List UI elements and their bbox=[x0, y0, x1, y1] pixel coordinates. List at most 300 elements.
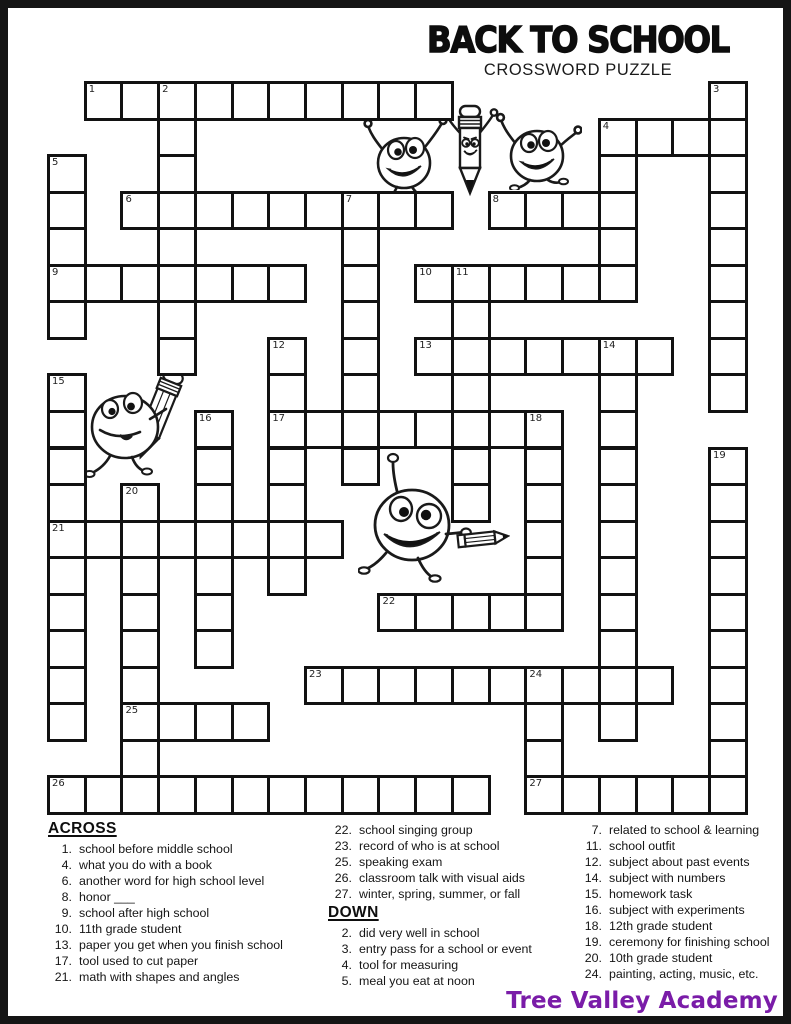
clue-item-text: ceremony for finishing school bbox=[609, 935, 770, 949]
grid-cell[interactable] bbox=[598, 191, 638, 231]
clue-number: 13 bbox=[419, 339, 432, 351]
grid-cell[interactable] bbox=[524, 264, 564, 304]
clues-column-1 bbox=[46, 820, 326, 985]
grid-cell[interactable] bbox=[304, 520, 344, 560]
clue-item bbox=[326, 870, 576, 886]
grid-cell[interactable] bbox=[231, 520, 271, 560]
grid-cell[interactable] bbox=[451, 264, 491, 304]
clue-item bbox=[576, 918, 788, 934]
clue-number: 26 bbox=[52, 778, 65, 790]
grid-cell[interactable] bbox=[267, 373, 307, 413]
clue-number: 3 bbox=[712, 84, 720, 95]
clue-number: 7 bbox=[345, 193, 353, 205]
grid-cell[interactable] bbox=[194, 410, 234, 450]
grid-cell[interactable] bbox=[598, 154, 638, 194]
clue-item-number: 7. bbox=[591, 823, 602, 837]
grid-cell[interactable] bbox=[47, 227, 87, 267]
grid-cell[interactable] bbox=[47, 373, 87, 413]
grid-cell[interactable] bbox=[267, 447, 307, 487]
grid-cell[interactable] bbox=[377, 775, 417, 815]
grid-cell[interactable] bbox=[341, 337, 381, 377]
grid-cell[interactable] bbox=[194, 447, 234, 487]
grid-cell[interactable] bbox=[304, 775, 344, 815]
clue-item-number: 27. bbox=[334, 887, 352, 901]
grid-cell[interactable] bbox=[47, 702, 87, 742]
grid-cell[interactable] bbox=[635, 337, 675, 377]
grid-cell[interactable] bbox=[84, 264, 124, 304]
grid-cell[interactable] bbox=[47, 154, 87, 194]
grid-cell[interactable] bbox=[231, 264, 271, 304]
clue-item-number: 26. bbox=[334, 871, 352, 885]
clue-item-text: tool used to cut paper bbox=[79, 954, 199, 968]
grid-cell[interactable] bbox=[157, 300, 197, 340]
grid-cell[interactable] bbox=[157, 227, 197, 267]
clue-number: 12 bbox=[272, 339, 286, 351]
grid-cell[interactable] bbox=[524, 410, 564, 450]
grid-cell[interactable] bbox=[194, 556, 234, 596]
grid-cell[interactable] bbox=[120, 593, 160, 633]
grid-cell[interactable] bbox=[708, 593, 748, 633]
clue-item-number: 22. bbox=[334, 823, 352, 837]
clue-item-text: subject about past events bbox=[609, 855, 750, 869]
grid-cell[interactable] bbox=[377, 410, 417, 450]
grid-cell[interactable] bbox=[267, 81, 307, 121]
grid-cell[interactable] bbox=[47, 520, 87, 560]
clue-item-text: subject with experiments bbox=[609, 903, 745, 917]
clue-item-number: 10. bbox=[54, 922, 72, 936]
grid-cell[interactable] bbox=[598, 118, 638, 158]
grid-cell[interactable] bbox=[341, 264, 381, 304]
grid-cell[interactable] bbox=[451, 447, 491, 487]
grid-cell[interactable] bbox=[120, 191, 160, 231]
clue-item-text: 12th grade student bbox=[609, 919, 713, 933]
grid-cell[interactable] bbox=[47, 629, 87, 669]
clue-item bbox=[46, 953, 326, 969]
clue-item-text: related to school & learning bbox=[609, 823, 760, 837]
clue-item bbox=[46, 969, 326, 985]
header bbox=[318, 22, 791, 80]
clue-number: 9 bbox=[52, 266, 59, 278]
grid-cell[interactable] bbox=[47, 556, 87, 596]
grid-cell[interactable] bbox=[120, 483, 160, 523]
clue-item-number: 17. bbox=[54, 954, 72, 968]
grid-cell[interactable] bbox=[598, 593, 638, 633]
clue-number: 19 bbox=[712, 449, 726, 461]
clues-column-2 bbox=[326, 822, 576, 989]
clue-number: 1 bbox=[88, 84, 96, 95]
grid-cell[interactable] bbox=[524, 702, 564, 742]
jumping-student-left-icon bbox=[363, 110, 449, 194]
clue-number: 25 bbox=[125, 705, 139, 717]
grid-cell[interactable] bbox=[451, 775, 491, 815]
clue-item-number: 12. bbox=[584, 855, 602, 869]
clue-item-number: 23. bbox=[334, 839, 352, 853]
grid-cell[interactable] bbox=[120, 666, 160, 706]
clue-item-text: winter, spring, summer, or fall bbox=[359, 887, 521, 901]
grid-cell[interactable] bbox=[304, 191, 344, 231]
clue-item-number: 6. bbox=[61, 874, 72, 888]
clue-item bbox=[576, 854, 788, 870]
clue-item-number: 20. bbox=[584, 951, 602, 965]
grid-cell[interactable] bbox=[598, 410, 638, 450]
grid-cell[interactable] bbox=[377, 593, 417, 633]
down-clue-list-continued bbox=[576, 822, 788, 982]
grid-cell[interactable] bbox=[708, 118, 748, 158]
grid-cell[interactable] bbox=[84, 81, 124, 121]
grid-cell[interactable] bbox=[194, 191, 234, 231]
grid-cell[interactable] bbox=[708, 337, 748, 377]
clue-item bbox=[46, 873, 326, 889]
grid-cell[interactable] bbox=[598, 373, 638, 413]
clue-number: 27 bbox=[529, 778, 543, 790]
grid-cell[interactable] bbox=[267, 410, 307, 450]
page-subtitle: CROSSWORD PUZZLE bbox=[483, 61, 673, 79]
grid-cell[interactable] bbox=[194, 520, 234, 560]
clue-item-text: paper you get when you finish school bbox=[79, 938, 283, 952]
clues-column-3 bbox=[576, 822, 788, 982]
clue-item-text: speaking exam bbox=[359, 855, 443, 869]
clue-number: 2 bbox=[162, 84, 169, 95]
grid-cell[interactable] bbox=[377, 191, 417, 231]
clue-item-number: 2. bbox=[341, 926, 352, 940]
grid-cell[interactable] bbox=[304, 81, 344, 121]
grid-cell[interactable] bbox=[671, 775, 711, 815]
clue-number: 10 bbox=[419, 266, 432, 278]
grid-cell[interactable] bbox=[708, 739, 748, 779]
clue-item-text: homework task bbox=[609, 887, 693, 901]
grid-cell[interactable] bbox=[524, 666, 564, 706]
grid-cell[interactable] bbox=[157, 702, 197, 742]
clue-item bbox=[326, 941, 576, 957]
grid-cell[interactable] bbox=[341, 373, 381, 413]
clue-item bbox=[576, 902, 788, 918]
across-header: ACROSS bbox=[48, 820, 117, 837]
clue-number: 15 bbox=[52, 376, 65, 388]
clue-item-number: 19. bbox=[584, 935, 602, 949]
grid-cell[interactable] bbox=[708, 191, 748, 231]
grid-cell[interactable] bbox=[157, 81, 197, 121]
clue-item bbox=[46, 857, 326, 873]
grid-cell[interactable] bbox=[598, 447, 638, 487]
clue-item bbox=[576, 822, 788, 838]
grid-cell[interactable] bbox=[708, 775, 748, 815]
grid-cell[interactable] bbox=[524, 775, 564, 815]
clue-item-text: did very well in school bbox=[359, 926, 480, 940]
grid-cell[interactable] bbox=[304, 410, 344, 450]
grid-cell[interactable] bbox=[231, 702, 271, 742]
grid-cell[interactable] bbox=[708, 666, 748, 706]
grid-cell[interactable] bbox=[47, 191, 87, 231]
grid-cell[interactable] bbox=[341, 227, 381, 267]
clue-item bbox=[326, 854, 576, 870]
clue-item bbox=[576, 966, 788, 982]
grid-cell[interactable] bbox=[561, 666, 601, 706]
grid-cell[interactable] bbox=[561, 337, 601, 377]
grid-cell[interactable] bbox=[708, 483, 748, 523]
grid-cell[interactable] bbox=[635, 775, 675, 815]
grid-cell[interactable] bbox=[341, 775, 381, 815]
grid-cell[interactable] bbox=[524, 739, 564, 779]
grid-cell[interactable] bbox=[47, 300, 87, 340]
grid-cell[interactable] bbox=[157, 520, 197, 560]
grid-cell[interactable] bbox=[708, 447, 748, 487]
grid-cell[interactable] bbox=[341, 81, 381, 121]
clue-number: 6 bbox=[125, 193, 132, 205]
clue-item-number: 9. bbox=[61, 906, 72, 920]
clue-item bbox=[576, 934, 788, 950]
clue-item bbox=[576, 838, 788, 854]
clue-item-text: what you do with a book bbox=[79, 858, 212, 872]
grid-cell[interactable] bbox=[120, 775, 160, 815]
grid-cell[interactable] bbox=[47, 447, 87, 487]
clue-item bbox=[576, 870, 788, 886]
grid-cell[interactable] bbox=[451, 410, 491, 450]
grid-cell[interactable] bbox=[341, 666, 381, 706]
clue-item-text: subject with numbers bbox=[609, 871, 726, 885]
clue-item bbox=[326, 822, 576, 838]
grid-cell[interactable] bbox=[524, 520, 564, 560]
grid-cell[interactable] bbox=[414, 264, 454, 304]
clue-item-text: 10th grade student bbox=[609, 951, 713, 965]
grid-cell[interactable] bbox=[598, 264, 638, 304]
grid-cell[interactable] bbox=[377, 666, 417, 706]
grid-cell[interactable] bbox=[451, 593, 491, 633]
grid-cell[interactable] bbox=[194, 775, 234, 815]
page-title: BACK TO SCHOOL bbox=[427, 20, 729, 61]
clue-item-number: 25. bbox=[334, 855, 352, 869]
down-header: DOWN bbox=[328, 904, 379, 921]
clue-item-text: entry pass for a school or event bbox=[359, 942, 532, 956]
student-writing-with-pencil-icon bbox=[80, 364, 208, 486]
clue-item bbox=[46, 889, 326, 905]
grid-cell[interactable] bbox=[451, 373, 491, 413]
grid-cell[interactable] bbox=[84, 775, 124, 815]
grid-cell[interactable] bbox=[598, 702, 638, 742]
grid-cell[interactable] bbox=[708, 373, 748, 413]
grid-cell[interactable] bbox=[451, 483, 491, 523]
grid-cell[interactable] bbox=[120, 702, 160, 742]
grid-cell[interactable] bbox=[47, 593, 87, 633]
grid-cell[interactable] bbox=[635, 666, 675, 706]
clue-number: 16 bbox=[198, 412, 212, 424]
grid-cell[interactable] bbox=[598, 483, 638, 523]
grid-cell[interactable] bbox=[120, 264, 160, 304]
grid-cell[interactable] bbox=[267, 520, 307, 560]
grid-cell[interactable] bbox=[451, 666, 491, 706]
grid-cell[interactable] bbox=[194, 629, 234, 669]
grid-cell[interactable] bbox=[414, 666, 454, 706]
grid-cell[interactable] bbox=[414, 81, 454, 121]
clue-item bbox=[46, 841, 326, 857]
clue-number: 4 bbox=[602, 120, 610, 132]
grid-cell[interactable] bbox=[598, 666, 638, 706]
grid-cell[interactable] bbox=[488, 337, 528, 377]
grid-cell[interactable] bbox=[231, 191, 271, 231]
clue-number: 22 bbox=[382, 595, 396, 607]
clue-item-number: 14. bbox=[584, 871, 602, 885]
grid-cell[interactable] bbox=[488, 593, 528, 633]
grid-cell[interactable] bbox=[598, 556, 638, 596]
grid-cell[interactable] bbox=[414, 593, 454, 633]
grid-cell[interactable] bbox=[524, 337, 564, 377]
grid-cell[interactable] bbox=[598, 520, 638, 560]
clue-item-text: record of who is at school bbox=[359, 839, 500, 853]
grid-cell[interactable] bbox=[414, 410, 454, 450]
clue-item-number: 15. bbox=[584, 887, 602, 901]
grid-cell[interactable] bbox=[414, 191, 454, 231]
grid-cell[interactable] bbox=[157, 264, 197, 304]
grid-cell[interactable] bbox=[708, 629, 748, 669]
grid-cell[interactable] bbox=[120, 556, 160, 596]
clue-item-number: 11. bbox=[585, 839, 602, 853]
grid-cell[interactable] bbox=[488, 666, 528, 706]
grid-cell[interactable] bbox=[120, 739, 160, 779]
clue-item-text: another word for high school level bbox=[79, 874, 265, 888]
grid-cell[interactable] bbox=[635, 118, 675, 158]
grid-cell[interactable] bbox=[267, 556, 307, 596]
grid-cell[interactable] bbox=[598, 337, 638, 377]
grid-cell[interactable] bbox=[488, 191, 528, 231]
grid-cell[interactable] bbox=[194, 593, 234, 633]
clue-item-text: school outfit bbox=[609, 839, 676, 853]
grid-cell[interactable] bbox=[157, 337, 197, 377]
clue-item-text: math with shapes and angles bbox=[79, 970, 240, 984]
grid-cell[interactable] bbox=[47, 483, 87, 523]
grid-cell[interactable] bbox=[451, 337, 491, 377]
grid-cell[interactable] bbox=[341, 447, 381, 487]
jumping-student-right-icon bbox=[492, 108, 582, 190]
clue-item bbox=[326, 973, 576, 989]
across-clue-list-continued bbox=[326, 822, 576, 902]
grid-cell[interactable] bbox=[488, 264, 528, 304]
grid-cell[interactable] bbox=[267, 191, 307, 231]
grid-cell[interactable] bbox=[267, 264, 307, 304]
grid-cell[interactable] bbox=[708, 300, 748, 340]
clue-item-text: meal you eat at noon bbox=[359, 974, 475, 988]
grid-cell[interactable] bbox=[524, 191, 564, 231]
clue-number: 5 bbox=[52, 157, 59, 169]
clue-item bbox=[326, 886, 576, 902]
clue-item-text: school singing group bbox=[359, 823, 473, 837]
grid-cell[interactable] bbox=[194, 81, 234, 121]
grid-cell[interactable] bbox=[671, 118, 711, 158]
clue-number: 24 bbox=[529, 668, 543, 680]
grid-cell[interactable] bbox=[47, 410, 87, 450]
clue-item-number: 18. bbox=[584, 919, 602, 933]
clue-item-number: 21. bbox=[54, 970, 72, 984]
clue-item-text: school before middle school bbox=[79, 842, 233, 856]
grid-cell[interactable] bbox=[267, 775, 307, 815]
clue-item-number: 3. bbox=[341, 942, 352, 956]
branding-text: Tree Valley Academy bbox=[506, 988, 778, 1014]
grid-cell[interactable] bbox=[194, 264, 234, 304]
grid-cell[interactable] bbox=[47, 264, 87, 304]
grid-cell[interactable] bbox=[267, 483, 307, 523]
grid-cell[interactable] bbox=[341, 191, 381, 231]
clue-item bbox=[326, 957, 576, 973]
grid-cell[interactable] bbox=[451, 300, 491, 340]
grid-cell[interactable] bbox=[47, 775, 87, 815]
grid-cell[interactable] bbox=[561, 264, 601, 304]
clue-item-number: 13. bbox=[54, 938, 72, 952]
grid-cell[interactable] bbox=[341, 410, 381, 450]
clue-item-number: 5. bbox=[341, 974, 352, 988]
clue-item bbox=[46, 905, 326, 921]
grid-cell[interactable] bbox=[267, 337, 307, 377]
grid-cell[interactable] bbox=[341, 300, 381, 340]
grid-cell[interactable] bbox=[488, 410, 528, 450]
grid-cell[interactable] bbox=[524, 593, 564, 633]
clue-number: 21 bbox=[52, 522, 65, 534]
clue-item-text: school after high school bbox=[79, 906, 210, 920]
grid-cell[interactable] bbox=[524, 556, 564, 596]
grid-cell[interactable] bbox=[708, 227, 748, 267]
grid-cell[interactable] bbox=[414, 775, 454, 815]
grid-cell[interactable] bbox=[561, 775, 601, 815]
grid-cell[interactable] bbox=[157, 118, 197, 158]
grid-cell[interactable] bbox=[157, 191, 197, 231]
clue-item bbox=[326, 838, 576, 854]
clue-item-number: 16. bbox=[584, 903, 602, 917]
grid-cell[interactable] bbox=[524, 447, 564, 487]
grid-cell[interactable] bbox=[120, 81, 160, 121]
grid-cell[interactable] bbox=[561, 191, 601, 231]
clue-item-text: classroom talk with visual aids bbox=[359, 871, 525, 885]
grid-cell[interactable] bbox=[708, 702, 748, 742]
clue-number: 8 bbox=[492, 193, 499, 205]
grid-cell[interactable] bbox=[47, 666, 87, 706]
grid-cell[interactable] bbox=[598, 629, 638, 669]
clue-item-text: 11th grade student bbox=[79, 922, 182, 936]
clue-item-number: 24. bbox=[584, 967, 602, 981]
grid-cell[interactable] bbox=[708, 520, 748, 560]
grid-cell[interactable] bbox=[84, 520, 124, 560]
grid-cell[interactable] bbox=[414, 337, 454, 377]
grid-cell[interactable] bbox=[194, 483, 234, 523]
clue-item-number: 8. bbox=[61, 890, 72, 904]
grid-cell[interactable] bbox=[157, 775, 197, 815]
grid-cell[interactable] bbox=[598, 227, 638, 267]
clue-number: 14 bbox=[602, 339, 616, 351]
clue-number: 11 bbox=[455, 266, 469, 278]
clue-item-text: honor ___ bbox=[79, 890, 135, 904]
grid-cell[interactable] bbox=[708, 556, 748, 596]
grid-cell[interactable] bbox=[377, 81, 417, 121]
clue-number: 18 bbox=[529, 412, 543, 424]
clue-item-number: 4. bbox=[61, 858, 72, 872]
clue-item-text: painting, acting, music, etc. bbox=[609, 967, 759, 981]
clue-item bbox=[576, 950, 788, 966]
grid-cell[interactable] bbox=[231, 775, 271, 815]
grid-cell[interactable] bbox=[120, 520, 160, 560]
clue-number: 23 bbox=[309, 668, 322, 680]
grid-cell[interactable] bbox=[304, 666, 344, 706]
clue-item bbox=[326, 925, 576, 941]
clue-item-number: 4. bbox=[341, 958, 352, 972]
grid-cell[interactable] bbox=[194, 702, 234, 742]
clue-item bbox=[46, 921, 326, 937]
clue-number: 17 bbox=[272, 412, 286, 424]
grid-cell[interactable] bbox=[120, 629, 160, 669]
grid-cell[interactable] bbox=[524, 483, 564, 523]
grid-cell[interactable] bbox=[157, 154, 197, 194]
clue-number: 20 bbox=[125, 486, 139, 498]
grid-cell[interactable] bbox=[708, 264, 748, 304]
grid-cell[interactable] bbox=[598, 775, 638, 815]
grid-cell[interactable] bbox=[708, 154, 748, 194]
grid-cell[interactable] bbox=[231, 81, 271, 121]
grid-cell[interactable] bbox=[708, 81, 748, 121]
